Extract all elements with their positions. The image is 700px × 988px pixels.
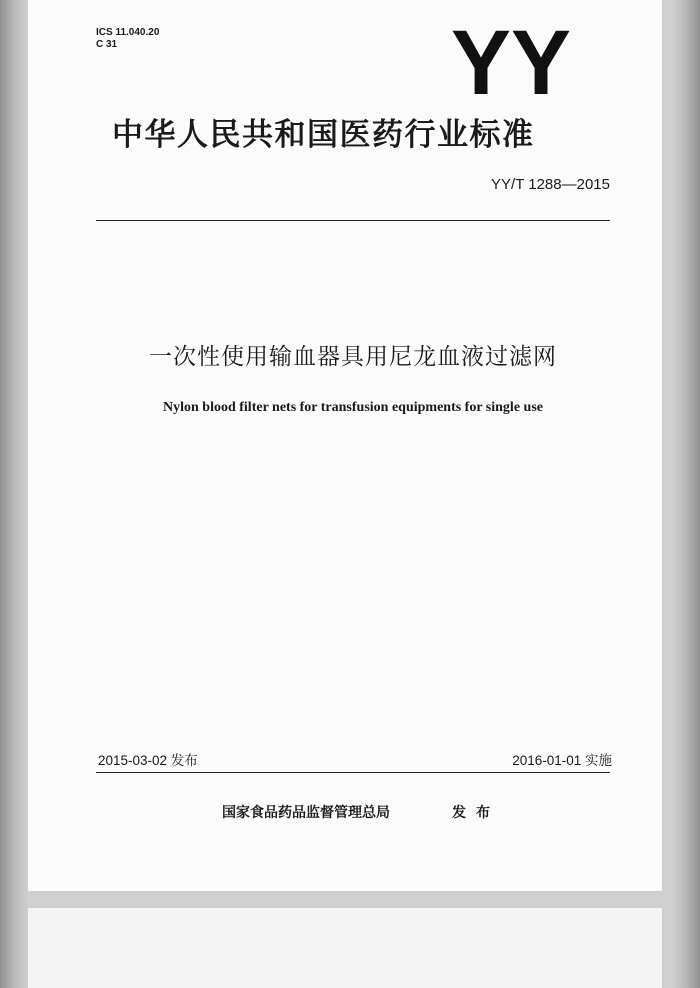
implementation-date: 2016-01-01 实施 — [512, 753, 612, 768]
standard-number: YY/T 1288—2015 — [491, 176, 610, 193]
ics-code: ICS 11.040.20 — [96, 27, 160, 38]
document-title-english: Nylon blood filter nets for transfusion equipments for single use — [163, 400, 543, 415]
document-title-chinese: 一次性使用输血器具用尼龙血液过滤网 — [149, 344, 557, 370]
bottom-divider — [96, 772, 610, 773]
next-page-preview — [28, 908, 662, 988]
standard-category-title: 中华人民共和国医药行业标准 — [112, 117, 535, 153]
document-cover-page — [28, 0, 662, 891]
yy-logo — [450, 24, 572, 98]
top-divider — [96, 220, 610, 221]
publish-label: 发布 — [452, 805, 500, 821]
publisher-name: 国家食品药品监督管理总局 — [222, 805, 390, 821]
yy-logo-text: YY — [451, 24, 571, 98]
issue-date: 2015-03-02 发布 — [98, 753, 198, 768]
ccs-code: C 31 — [96, 39, 118, 50]
